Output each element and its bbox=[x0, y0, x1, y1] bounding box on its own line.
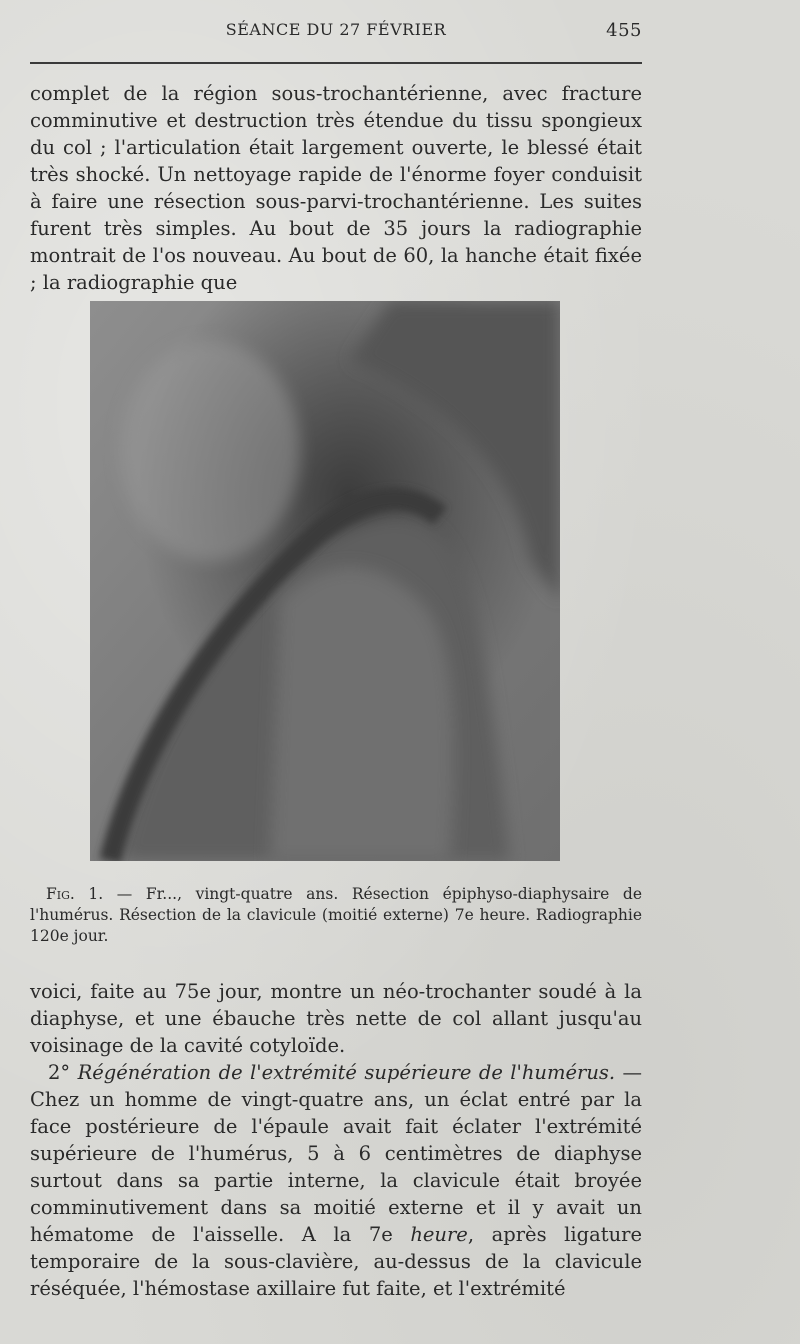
paragraph-2 bbox=[30, 1059, 642, 1302]
page-number: 455 bbox=[606, 20, 642, 41]
paragraph-2-end: , après ligature temporaire de la sous-clavière, au-dessus de la clavicule réséquée, l'hémostase axillaire fut faite, et l'extrémité bbox=[30, 1223, 642, 1300]
running-title: SÉANCE DU 27 FÉVRIER bbox=[225, 20, 447, 39]
figure-caption-text: Fr..., vingt-quatre ans. Résection épiphyso-diaphysaire de l'humérus. Résection de la clavicule (moitié externe) 7e heure. Radiographie 120e jour. bbox=[30, 885, 642, 945]
section-number: 2° bbox=[48, 1061, 71, 1084]
radiograph-image bbox=[90, 301, 560, 861]
radiograph-figure bbox=[90, 301, 560, 861]
figure-caption bbox=[30, 884, 642, 947]
paragraph-1: voici, faite au 75e jour, montre un néo-trochanter soudé à la diaphyse, et une ébauche très nette de col allant jusqu'au voisinage de la cavité cotyloïde. bbox=[30, 980, 642, 1057]
paragraph-continued: complet de la région sous-trochantérienne, avec fracture comminutive et destruction très étendue du tissu spongieux du col ; l'articulation était largement ouverte, le blessé était très shocké. Un nettoyage rapide de l'énorme foyer conduisit à faire une résection sous-parvi-trochantérienne. Les suites furent très simples. Au bout de 35 jours la radiographie montrait de l'os nouveau. Au bout de 60, la hanche était fixée ; la radiographie que bbox=[30, 82, 642, 294]
running-header bbox=[30, 20, 642, 44]
paragraph-2-italic-word: heure bbox=[410, 1223, 468, 1246]
body-text-bottom bbox=[30, 978, 642, 1302]
section-heading: Régénération de l'extrémité supérieure de l'humérus. bbox=[77, 1061, 616, 1084]
header-rule bbox=[30, 62, 642, 64]
paragraph-2-text: — Chez un homme de vingt-quatre ans, un éclat entré par la face postérieure de l'épaule avait fait éclater l'extrémité supérieure de l'humérus, 5 à 6 centimètres de diaphyse surtout dans sa partie interne, la clavicule était broyée comminutivement dans sa moitié externe et il y avait un hématome de l'aisselle. A la 7e bbox=[30, 1061, 642, 1246]
figure-label: Fig. 1. — bbox=[46, 885, 133, 903]
body-text-top bbox=[30, 80, 642, 296]
